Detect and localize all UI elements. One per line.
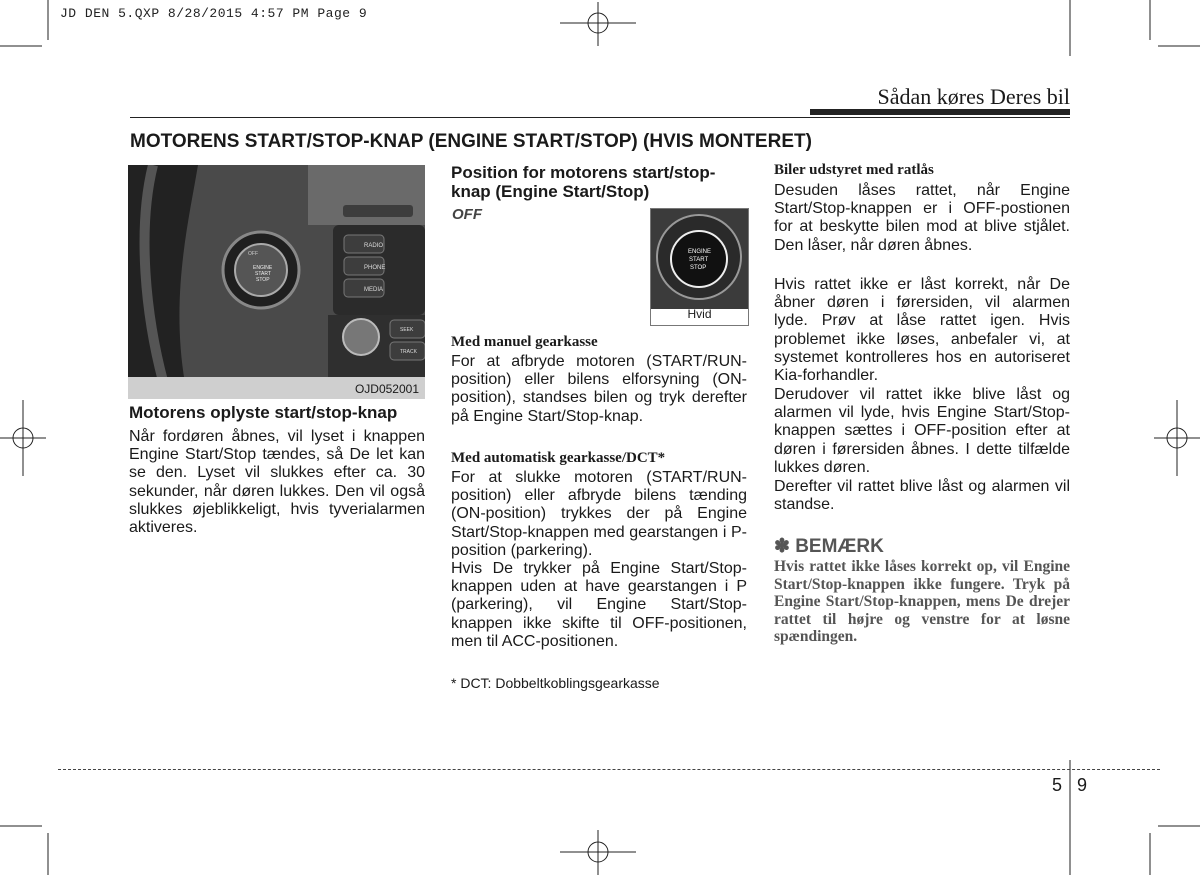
start-stop-button-illustration <box>651 209 748 309</box>
right-paragraph-4: Derefter vil rattet blive låst og alarmen vil standse. <box>774 478 1070 514</box>
button-stop-text: STOP <box>690 265 707 271</box>
middle-heading-line1: Position for motorens start/stop- <box>451 163 716 182</box>
footnote: * DCT: Dobbeltkoblingsgearkasse <box>451 675 660 691</box>
note-body: Hvis rattet ikke låses korrekt op, vil Engine Start/Stop-knappen ikke fungere. Tryk på Engine Start/Stop-knappen, mens De drejer rattet til højre og venstre for at løsne spændingen. <box>774 558 1070 645</box>
button-engine-text: ENGINE <box>688 249 712 255</box>
automatic-gearbox-body-1: For at slukke motoren (START/RUN-position) eller afbryde bilens tænding (ON-position) trykkes der på Engine Start/Stop-knappen med gearstangen i P-position (parkering). <box>451 469 747 559</box>
start-label: START <box>255 271 271 277</box>
track-button-label: TRACK <box>400 349 417 355</box>
radio-button-label: RADIO <box>364 243 384 249</box>
photo-code: OJD052001 <box>354 382 419 396</box>
button-start-text: START <box>689 257 709 263</box>
right-heading: Biler udstyret med ratlås <box>774 162 934 178</box>
right-paragraph-2: Hvis rattet ikke er låst korrekt, når De åbner døren i førersiden, vil alarmen lyde. Prøv at låse rattet igen. Hvis problemet ikke løses, anbefaler vi, at systemet kontrolleres hos en autoriseret Kia-forhandler. <box>774 276 1070 385</box>
image-caption: Hvid <box>687 307 712 321</box>
seek-button-label: SEEK <box>400 327 414 333</box>
footer-dashed-rule <box>58 769 1160 770</box>
manual-gearbox-heading: Med manuel gearkasse <box>451 334 598 350</box>
media-button-label: MEDIA <box>364 287 384 293</box>
right-paragraph-3: Derudover vil rattet ikke blive låst og alarmen vil lyde, hvis Engine Start/Stop-knappen sættes i OFF-position efter at døren i førersiden åbnes. I dette tilfælde lukkes døren. <box>774 386 1070 476</box>
right-paragraph-1: Desuden låses rattet, når Engine Start/Stop-knappen er i OFF-postionen for at beskytte bilen mod at blive stjålet. Den låser, når døren åbnes. <box>774 182 1070 254</box>
left-body-text: Når fordøren åbnes, vil lyset i knappen Engine Start/Stop tændes, så De let kan se den. Lyset vil slukkes efter ca. 30 sekunder, når døren lukkes. Den vil også slukkes øjeblikkeligt, hvis tyverialarmen aktiveres. <box>129 428 425 537</box>
automatic-gearbox-body-2: Hvis De trykker på Engine Start/Stop-knappen uden at have gearstangen i P (parkering), vil Engine Start/Stop-knappen ikke skifte til OFF-positionen, men til ACC-positionen. <box>451 560 747 650</box>
off-label: OFF <box>452 206 482 223</box>
dashboard-illustration <box>128 165 425 399</box>
automatic-gearbox-heading: Med automatisk gearkasse/DCT* <box>451 450 666 466</box>
header-rule <box>810 109 1070 115</box>
middle-heading-line2: knap (Engine Start/Stop) <box>451 182 650 201</box>
page-heading: MOTORENS START/STOP-KNAP (ENGINE START/STOP) (HVIS MONTERET) <box>130 131 812 152</box>
chapter-number: 5 <box>1052 775 1063 795</box>
page-number: 9 <box>1077 775 1088 795</box>
phone-button-label: PHONE <box>364 265 386 271</box>
heading-rule <box>130 117 1070 118</box>
off-position-label: OFF <box>248 251 258 257</box>
manual-gearbox-body: For at afbryde motoren (START/RUN-position) eller bilens elforsyning (ON-position), standses bilen og tryk derefter på Engine Start/Stop-knap. <box>451 353 747 425</box>
engine-label: ENGINE <box>253 265 273 271</box>
section-title: Sådan køres Deres bil <box>877 84 1070 109</box>
left-subheading: Motorens oplyste start/stop-knap <box>129 403 398 422</box>
stop-label: STOP <box>256 277 270 283</box>
dashboard-photo <box>128 165 425 399</box>
note-title: ✽ BEMÆRK <box>774 536 884 557</box>
print-slug: JD DEN 5.QXP 8/28/2015 4:57 PM Page 9 <box>60 6 368 21</box>
start-stop-button-image <box>650 208 749 326</box>
